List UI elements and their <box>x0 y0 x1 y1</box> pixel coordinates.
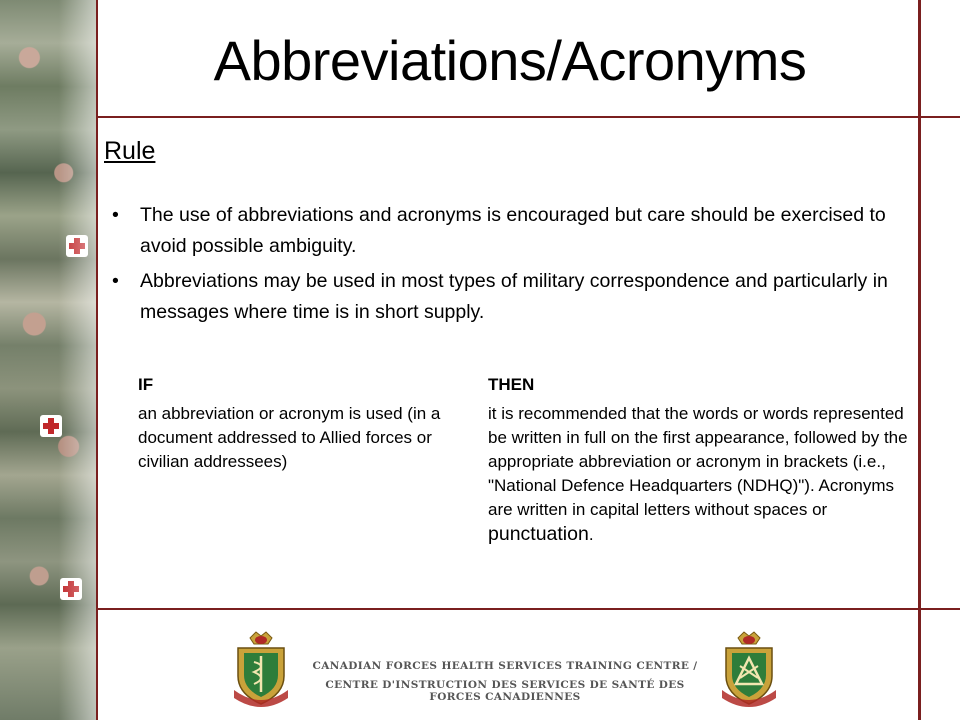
bullet-marker: • <box>112 270 119 292</box>
left-frame-line <box>96 0 98 720</box>
footer-french-name: CENTRE D'INSTRUCTION DES SERVICES DE SANTÉ DES FORCES CANADIENNES <box>325 679 685 703</box>
bullet-marker: • <box>112 204 119 226</box>
then-text-main: it is recommended that the words or words represented be written in full on the first appearance, followed by the appropriate abbreviation or acronym in brackets (i.e., "National Defence Headquarters (NDHQ)"). Acronyms are written in capital letters without spaces or <box>488 404 908 519</box>
bullet-text: The use of abbreviations and acronyms is encouraged but care should be exercised to avoid possible ambiguity. <box>140 204 886 257</box>
list-item <box>112 200 902 262</box>
list-item <box>112 266 902 328</box>
then-text-end: . <box>588 525 594 544</box>
footer-english-name: CANADIAN FORCES HEALTH SERVICES TRAINING CENTRE / <box>312 660 698 672</box>
right-frame-line <box>918 0 921 720</box>
bullet-list <box>112 200 902 332</box>
title-divider <box>96 116 960 118</box>
medical-caduceus-crest-icon <box>228 628 294 708</box>
red-cross-icon <box>60 578 82 600</box>
if-heading: IF <box>138 375 154 394</box>
section-label: Rule <box>104 137 156 165</box>
then-text-last-word: punctuation <box>488 523 589 545</box>
red-cross-icon <box>40 415 62 437</box>
if-text: an abbreviation or acronym is used (in a document addressed to Allied forces or civilian addressees) <box>138 404 441 471</box>
training-centre-crest-icon <box>716 628 782 708</box>
bullet-text: Abbreviations may be used in most types of military correspondence and particularly in messages where time is in short supply. <box>140 270 888 323</box>
slide-title: Abbreviations/Acronyms <box>213 29 807 92</box>
then-text <box>488 402 908 547</box>
then-heading: THEN <box>488 375 535 394</box>
medical-photo-strip <box>0 0 98 720</box>
red-cross-icon <box>66 235 88 257</box>
footer-divider <box>96 608 960 610</box>
